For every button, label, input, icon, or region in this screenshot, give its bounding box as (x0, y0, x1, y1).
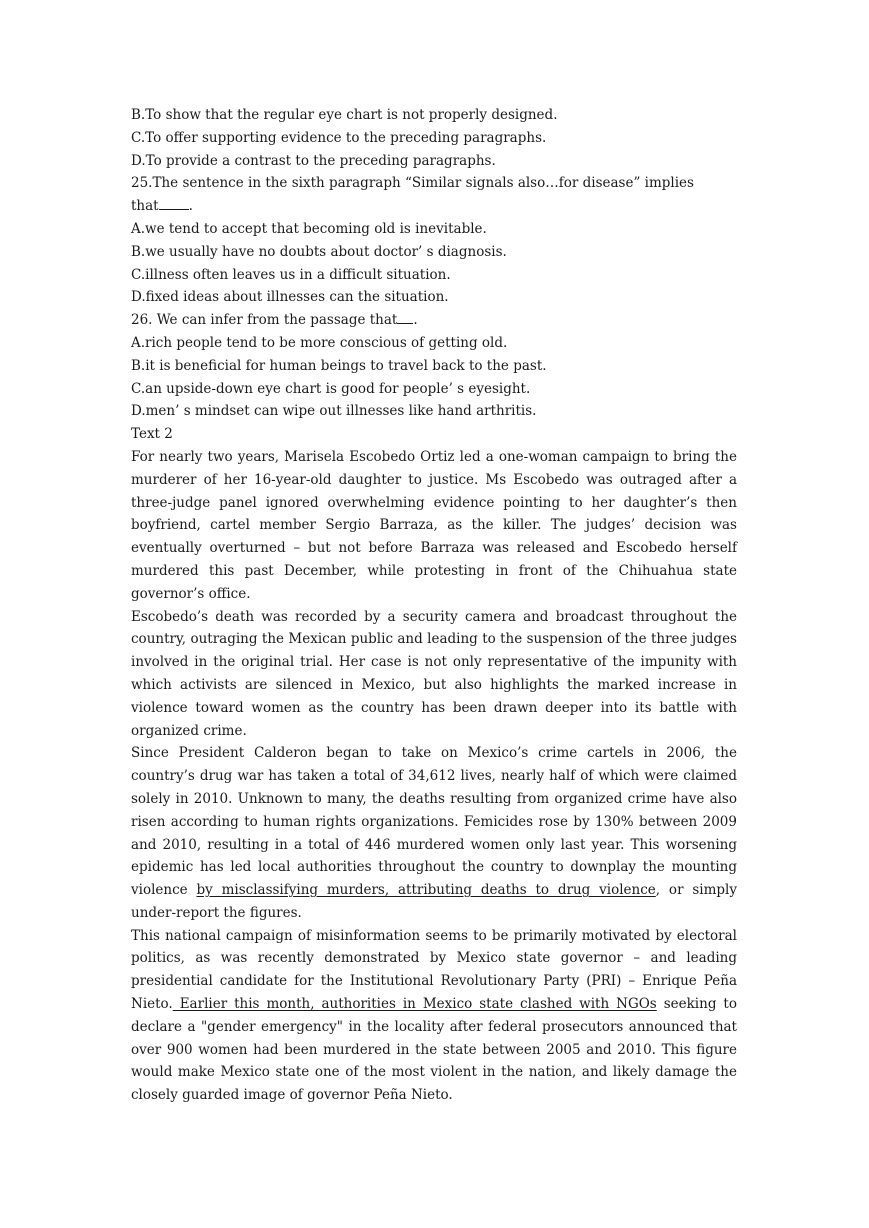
p4-text-before: This national campaign of misinformation seems to be primarily motivated by electoral politics, as was recently demonstrated by Mexico state governor – and leading presidential candidate for the Institutional Revolutionary Party (PRI) – Enrique Peña Nieto. (131, 927, 737, 1013)
text2-paragraph-1: For nearly two years, Marisela Escobedo Ortiz led a one-woman campaign to bring the murderer of her 16-year-old daughter to justice. Ms Escobedo was outraged after a three-judge panel ignored overwhelming evidence pointing to her daughter’s then boyfriend, cartel member Sergio Barraza, as the killer. The judges’ decision was eventually overturned – but not before Barraza was released and Escobedo herself murdered this past December, while protesting in front of the Chihuahua state governor’s office. (131, 448, 737, 602)
q26-stem-suffix: . (413, 312, 418, 329)
answer-blank (159, 195, 189, 210)
q26-stem (131, 309, 737, 332)
q24-option-d: D.To provide a contrast to the preceding paragraphs. (131, 152, 496, 169)
q25-option-b: B.we usually have no doubts about doctor’ s diagnosis. (131, 243, 507, 260)
document-page (131, 104, 737, 1107)
p3-text-before: Since President Calderon began to take on Mexico’s crime cartels in 2006, the country’s drug war has taken a total of 34,612 lives, nearly half of which were claimed solely in 2010. Unknown to many, the deaths resulting from organized crime have also risen according to human rights organizations. Femicides rose by 130% between 2009 and 2010, resulting in a total of 446 murdered women only last year. This worsening epidemic has led local authorities throughout the country to downplay the mounting violence (131, 745, 737, 899)
q24-option-b: B.To show that the regular eye chart is not properly designed. (131, 107, 558, 123)
q26-option-d: D.men’ s mindset can wipe out illnesses like hand arthritis. (131, 403, 537, 420)
p3-underlined-phrase: by misclassifying murders, attributing deaths to drug violence (196, 882, 656, 899)
p4-underlined-phrase: Earlier this month, authorities in Mexico state clashed with NGOs (172, 996, 657, 1013)
text2-paragraph-4 (131, 925, 737, 1107)
q24-option-c: C.To offer supporting evidence to the preceding paragraphs. (131, 129, 547, 146)
q25-stem-prefix: that (131, 198, 159, 215)
q25-stem-suffix: . (188, 198, 193, 215)
q25-stem (131, 172, 737, 218)
q25-option-d: D.fixed ideas about illnesses can the situation. (131, 289, 449, 306)
text2-heading: Text 2 (131, 426, 173, 443)
q26-option-a: A.rich people tend to be more conscious of getting old. (131, 334, 508, 351)
p3-text-after: , or simply under-report the figures. (131, 882, 738, 921)
q26-stem-prefix: 26. We can infer from the passage that (131, 312, 398, 329)
text2-paragraph-2: Escobedo’s death was recorded by a security camera and broadcast throughout the country, outraging the Mexican public and leading to the suspension of the three judges involved in the original trial. Her case is not only representative of the impunity with which activists are silenced in Mexico, but also highlights the marked increase in violence toward women as the country has been drawn deeper into its battle with organized crime. (131, 608, 737, 739)
p4-text-after: seeking to declare a "gender emergency" in the locality after federal prosecutors announced that over 900 women had been murdered in the state between 2005 and 2010. This figure would make Mexico state one of the most violent in the nation, and likely damage the closely guarded image of governor Peña Nieto. (131, 996, 737, 1104)
answer-blank (397, 309, 413, 324)
q26-option-c: C.an upside-down eye chart is good for people’ s eyesight. (131, 380, 531, 397)
q25-option-a: A.we tend to accept that becoming old is inevitable. (131, 220, 487, 237)
q25-option-c: C.illness often leaves us in a difficult situation. (131, 266, 451, 283)
q26-option-b: B.it is beneficial for human beings to travel back to the past. (131, 357, 547, 374)
q25-stem-line1: 25.The sentence in the sixth paragraph “Similar signals also…for disease” implies (131, 175, 694, 192)
text2-paragraph-3 (131, 742, 737, 924)
